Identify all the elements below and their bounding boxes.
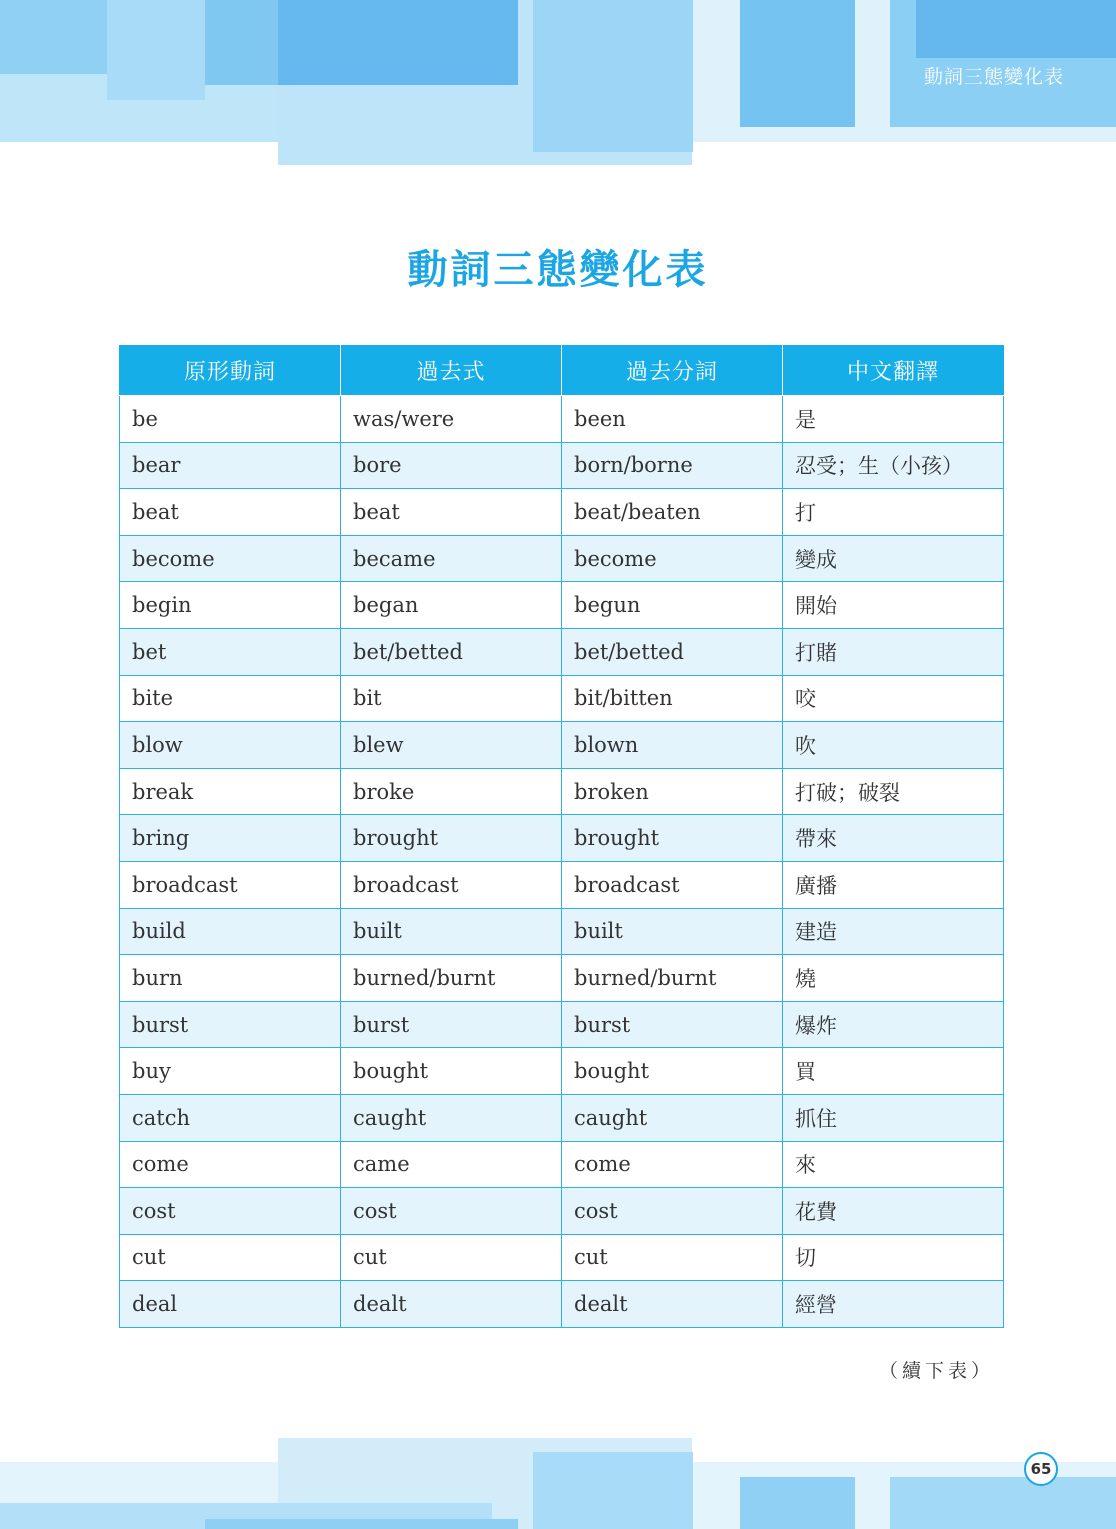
cell-base-form: cut [120,1234,341,1281]
cell-chinese-translation: 經營 [783,1281,1004,1328]
table-row [120,1281,1004,1328]
cell-base-form: begin [120,582,341,629]
cell-past-participle: bit/bitten [562,675,783,722]
table-row [120,582,1004,629]
cell-past-tense: bet/betted [341,628,562,675]
table-row [120,396,1004,443]
column-header-chinese-translation: 中文翻譯 [783,345,1004,396]
cell-base-form: bear [120,442,341,489]
cell-past-tense: beat [341,489,562,536]
cell-base-form: burn [120,955,341,1002]
cell-chinese-translation: 打 [783,489,1004,536]
cell-chinese-translation: 忍受；生（小孩） [783,442,1004,489]
cell-past-participle: blown [562,722,783,769]
cell-chinese-translation: 打破；破裂 [783,768,1004,815]
table-row [120,955,1004,1002]
cell-past-tense: caught [341,1094,562,1141]
table-row [120,628,1004,675]
cell-past-tense: began [341,582,562,629]
cell-chinese-translation: 打賭 [783,628,1004,675]
table-row [120,722,1004,769]
cell-past-tense: cut [341,1234,562,1281]
cell-chinese-translation: 廣播 [783,861,1004,908]
cell-past-tense: was/were [341,396,562,443]
cell-past-participle: burst [562,1001,783,1048]
cell-chinese-translation: 帶來 [783,815,1004,862]
cell-base-form: build [120,908,341,955]
cell-base-form: bite [120,675,341,722]
cell-past-tense: came [341,1141,562,1188]
cell-past-tense: burned/burnt [341,955,562,1002]
cell-past-tense: blew [341,722,562,769]
page-title: 動詞三態變化表 [407,247,709,293]
cell-past-participle: been [562,396,783,443]
cell-chinese-translation: 花費 [783,1188,1004,1235]
column-header-past-tense: 過去式 [341,345,562,396]
cell-chinese-translation: 咬 [783,675,1004,722]
cell-chinese-translation: 抓住 [783,1094,1004,1141]
table-row [120,1001,1004,1048]
cell-base-form: catch [120,1094,341,1141]
table-row [120,1188,1004,1235]
cell-past-tense: bought [341,1048,562,1095]
cell-chinese-translation: 建造 [783,908,1004,955]
cell-past-participle: bought [562,1048,783,1095]
cell-past-participle: bet/betted [562,628,783,675]
cell-past-participle: beat/beaten [562,489,783,536]
cell-base-form: cost [120,1188,341,1235]
cell-past-participle: built [562,908,783,955]
cell-base-form: blow [120,722,341,769]
cell-past-tense: brought [341,815,562,862]
table-row [120,908,1004,955]
table-header-row [120,345,1004,396]
table-row [120,1048,1004,1095]
cell-base-form: be [120,396,341,443]
table-row [120,1234,1004,1281]
table-row [120,861,1004,908]
cell-base-form: come [120,1141,341,1188]
table-row [120,489,1004,536]
cell-past-tense: built [341,908,562,955]
cell-past-tense: broke [341,768,562,815]
cell-base-form: bet [120,628,341,675]
page-number: 65 [1024,1452,1058,1486]
cell-base-form: beat [120,489,341,536]
cell-chinese-translation: 買 [783,1048,1004,1095]
cell-base-form: break [120,768,341,815]
column-header-past-participle: 過去分詞 [562,345,783,396]
cell-past-tense: cost [341,1188,562,1235]
cell-past-participle: come [562,1141,783,1188]
cell-chinese-translation: 燒 [783,955,1004,1002]
cell-chinese-translation: 切 [783,1234,1004,1281]
cell-past-participle: caught [562,1094,783,1141]
cell-past-tense: dealt [341,1281,562,1328]
cell-past-participle: begun [562,582,783,629]
cell-past-tense: bore [341,442,562,489]
cell-chinese-translation: 爆炸 [783,1001,1004,1048]
cell-chinese-translation: 來 [783,1141,1004,1188]
cell-base-form: bring [120,815,341,862]
cell-chinese-translation: 開始 [783,582,1004,629]
table-row [120,442,1004,489]
cell-past-participle: born/borne [562,442,783,489]
column-header-base-form: 原形動詞 [120,345,341,396]
cell-chinese-translation: 變成 [783,535,1004,582]
verb-conjugation-table [119,345,1004,1328]
table-row [120,1094,1004,1141]
continued-note: （續下表） [878,1360,994,1382]
cell-base-form: burst [120,1001,341,1048]
cell-past-tense: bit [341,675,562,722]
cell-past-tense: broadcast [341,861,562,908]
cell-chinese-translation: 是 [783,396,1004,443]
cell-base-form: deal [120,1281,341,1328]
cell-past-participle: brought [562,815,783,862]
cell-past-participle: dealt [562,1281,783,1328]
cell-base-form: buy [120,1048,341,1095]
table-row [120,675,1004,722]
table-row [120,768,1004,815]
cell-past-participle: cost [562,1188,783,1235]
cell-past-participle: burned/burnt [562,955,783,1002]
table-row [120,1141,1004,1188]
table-row [120,815,1004,862]
header-section-label: 動詞三態變化表 [923,66,1064,88]
cell-past-participle: broadcast [562,861,783,908]
cell-chinese-translation: 吹 [783,722,1004,769]
table-row [120,535,1004,582]
cell-past-participle: cut [562,1234,783,1281]
cell-past-tense: burst [341,1001,562,1048]
cell-base-form: broadcast [120,861,341,908]
cell-past-tense: became [341,535,562,582]
cell-past-participle: become [562,535,783,582]
cell-base-form: become [120,535,341,582]
cell-past-participle: broken [562,768,783,815]
